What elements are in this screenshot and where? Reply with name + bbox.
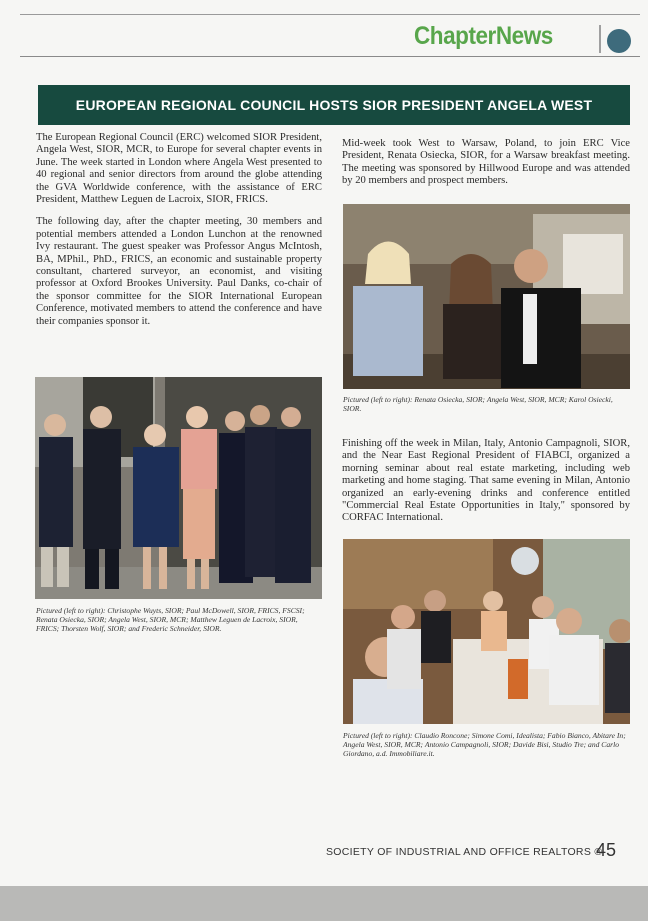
section-title: ChapterNews [414,22,553,50]
left-column-text [36,132,322,338]
top-rule [20,14,640,15]
london-group-photo [35,377,322,599]
footer-organization: SOCIETY OF INDUSTRIAL AND OFFICE REALTORS ® [326,846,603,858]
article-title-banner [38,85,630,125]
warsaw-paragraph: Mid-week took West to Warsaw, Poland, to join ERC Vice President, Renata Osiecka, SIOR, for a Warsaw breakfast meeting. The meeting was sponsored by Hillwood Europe and was attended by 20 members and prospect members. [342,138,630,187]
paragraph-intro: The European Regional Council (ERC) welcomed SIOR President, Angela West, SIOR, MCR, to Europe for several chapter events in June. The week started in London where Angela West presented to 40 regional and senior directors from around the globe attending the GVA Worldwide conference, with the assistance of ERC President, Matthew Leguen de Lacroix, SIOR, FRICS. [36,132,322,206]
header-rule [20,56,640,57]
warsaw-photo [343,204,630,389]
scan-bottom-edge [0,886,648,921]
page-number: 45 [596,840,617,860]
article-title: EUROPEAN REGIONAL COUNCIL HOSTS SIOR PRESIDENT ANGELA WEST [75,97,593,113]
milan-photo [343,539,630,724]
header-divider [599,25,601,53]
london-photo-caption: Pictured (left to right): Christophe Wuyts, SIOR; Paul McDowell, SIOR, FRICS, FSCSI; Renata Osiecka, SIOR; Angela West, SIOR, MCR; Matthew Leguen de Lacroix, SIOR, FRICS; Thorsten Wolf, SIOR; and Frederic Schneider, SIOR. [36,606,305,633]
paragraph-london-lunch: The following day, after the chapter meeting, 30 members and potential members attended a London Lunchon at the renowned Ivy restaurant. The guest speaker was Professor Angus McIntosh, BA, MPhil., PhD., FRICS, an economic and sustainable property consultant, chartered surveyor, an economist, and visiting professor at Oxford Brookes University. Paul Danks, co-chair of the sponsor committee for the SIOR International European Conference, motivated members to attend the conference and have their companies sponsor it. [36,216,322,327]
milan-paragraph: Finishing off the week in Milan, Italy, Antonio Campagnoli, SIOR, and the Near East Regional President of FIABCI, organized a morning seminar about real estate marketing, including web marketing and home staging. That same evening in Milan, Antonio organized an early-evening drinks and conference entitled "Commercial Real Estate Opportunities in Italy," sponsored by CORFAC International. [342,438,630,524]
warsaw-photo-caption: Pictured (left to right): Renata Osiecka, SIOR; Angela West, SIOR, MCR; Karol Osiecki, SIOR. [343,395,613,413]
sior-logo [607,29,631,53]
milan-photo-caption: Pictured (left to right): Claudio Roncone; Simone Comi, Idealista; Fabio Bianco, Abitare In; Angela West, SIOR, MCR; Antonio Campagnoli, SIOR; Davide Bisi, Studio Tre; and Carlo Giordano, a.d. Immobiliare.it. [343,731,626,758]
